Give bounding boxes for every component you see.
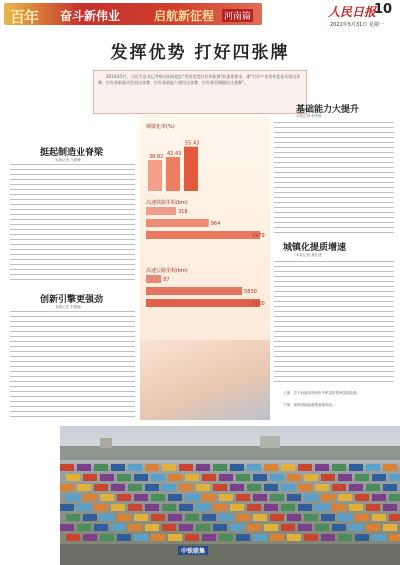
port-photo-art [60,426,400,565]
section-byline-infrastructure: 本报记者 李家鼎 [296,114,322,118]
article-body-innovation-left [10,311,135,421]
caption-bottom: 下图：郑州国际陆港集装箱场站。 [283,403,336,407]
bar-label-1: 1979 [252,233,265,239]
newspaper-logo: 人民日报 [328,5,377,19]
port-photo [60,426,400,565]
bar-1-1 [146,219,209,227]
bar-2-0 [146,275,161,283]
infographic-charts [140,115,270,340]
caption-top: 上图：位于河南省郑州市中牟县的郑州国际陆港。 [283,391,360,395]
banner-title: 奋斗新伟业 [60,9,121,23]
section-byline-manufacturing: 本报记者 马跃峰 [55,158,81,162]
bar-label-1: 964 [210,221,221,227]
chart-title-expressway: 高速公路里程(km) [146,268,188,274]
bar-label-2: 87 [163,277,170,283]
bar-urbanization-2016 [148,160,162,191]
article-body-urbanization [274,261,394,386]
page-headline: 发挥优势 打好四张牌 [110,43,290,63]
intro-text: 2014年5月，习近平总书记考察河南时提出"发挥优势打好四张牌"的重要要求，即"打好产业结构优化升级这张牌、打好创新驱动发展这张牌、打好基础能力建设这张牌、打好新型城镇化这张牌"。 [98,74,301,85]
bar-2-2 [146,299,260,307]
article-body-manufacturing [10,164,135,284]
section-title-manufacturing: 挺起制造业脊梁 [40,148,104,158]
masthead [0,0,400,26]
section-byline-urbanization: 本报记者 龚仕建 [296,253,322,257]
bar-label-urbanization: 55.43 [185,140,200,147]
bar-label-2: 7100 [252,301,265,307]
banner-subtitle: 启航新征程 [154,9,215,23]
train-label: 中铁联集 [178,546,208,555]
highspeed-rail-chart [146,207,265,239]
series-banner [4,3,262,25]
chart-title-rail: 高速铁路里程(km) [146,200,188,206]
bar-urbanization-2018 [166,157,180,191]
bar-label-1: 318 [178,209,188,215]
section-title-infrastructure: 基础能力大提升 [296,105,360,115]
bar-label-urbanization: 38.82 [149,153,164,160]
section-byline-innovation: 本报记者 朱佩娴 [55,305,81,309]
banner-tag: 百年 [10,8,39,26]
expressway-chart [146,275,265,307]
section-title-innovation: 创新引擎更强劲 [40,295,104,305]
section-title-urbanization: 城镇化提质增速 [283,243,347,253]
intro-box [93,70,307,114]
bar-2-1 [146,287,242,295]
banner-region: 河南篇 [222,9,253,22]
workers-photo [140,340,270,420]
urbanization-chart [148,141,199,191]
bar-1-0 [146,207,176,215]
bar-label-urbanization: 42.43 [167,151,182,158]
bar-urbanization-2020 [184,147,198,191]
chart-title-urbanization: 城镇化率(%) [146,124,175,130]
bar-1-2 [146,231,260,239]
issue-date: 2021年5月31日 星期一 [330,22,384,28]
article-body-infrastructure [274,122,394,234]
page-number: 10 [374,2,393,17]
bar-label-2: 5830 [244,289,257,295]
